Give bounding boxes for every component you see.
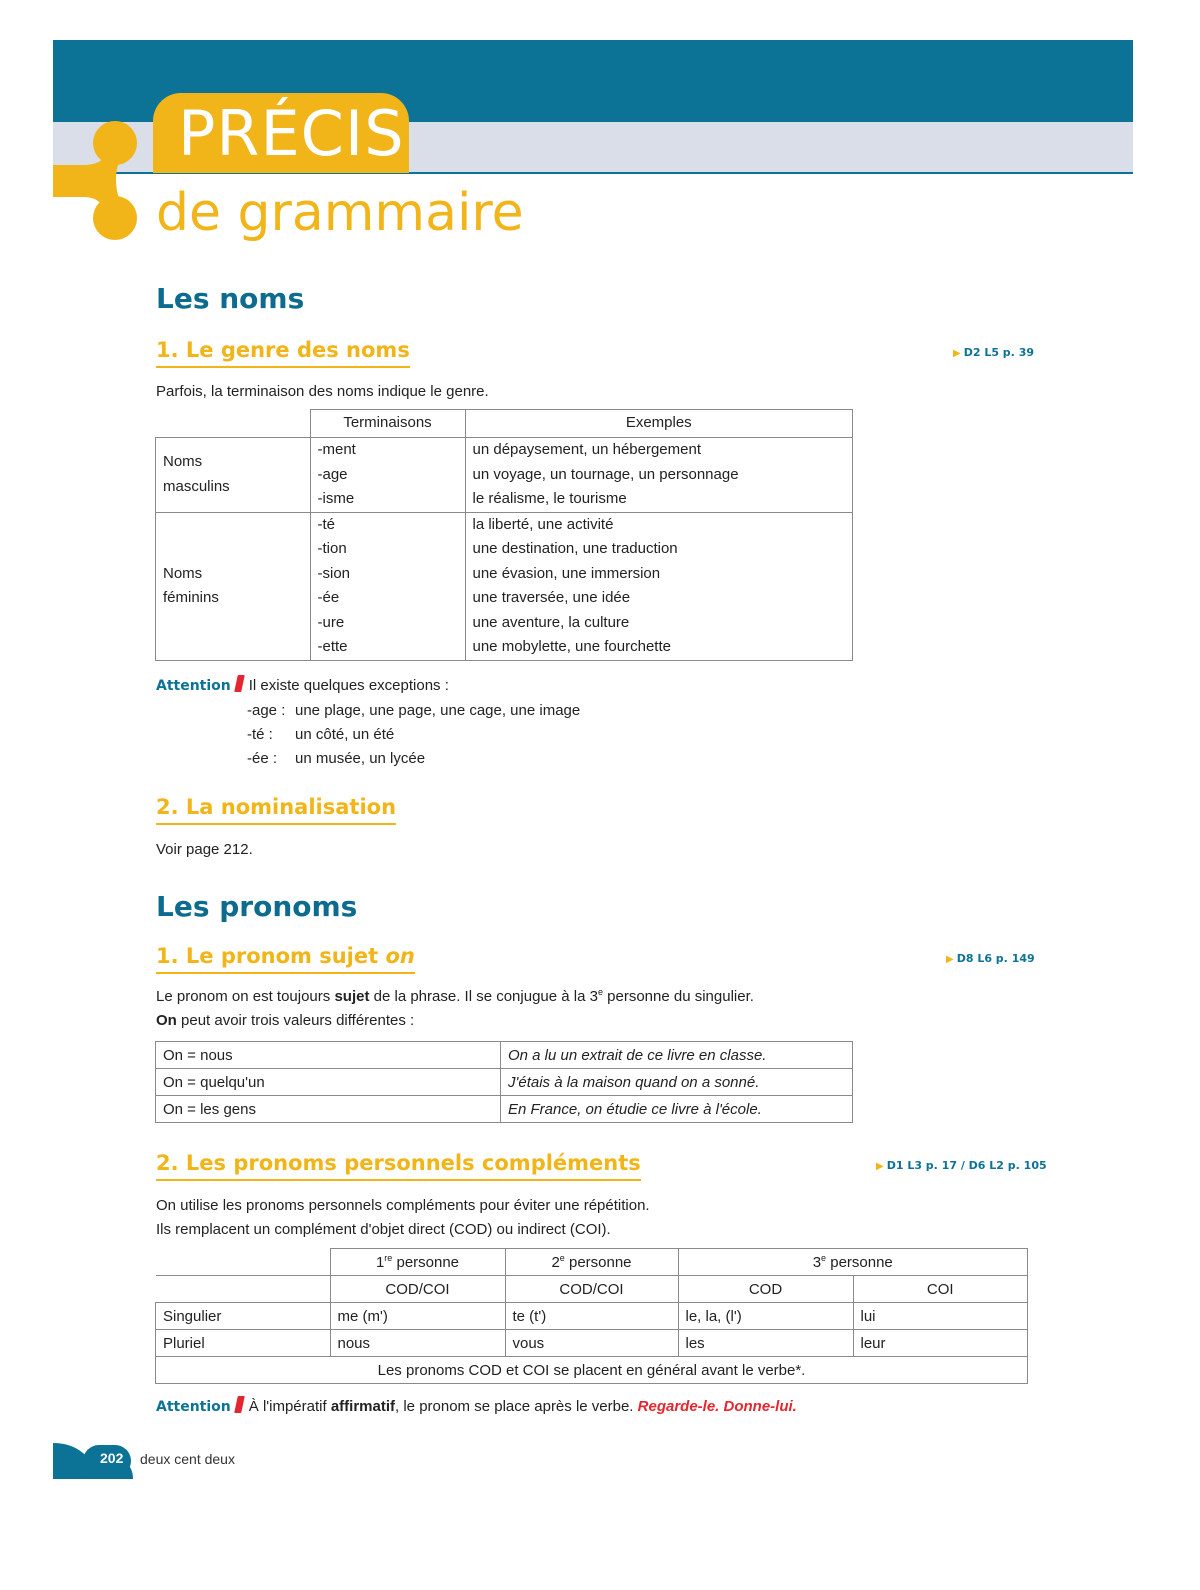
attention-note (156, 674, 449, 698)
example: la liberté, une activité (472, 515, 614, 533)
subsection-heading-nominalisation: 2. La nominalisation (156, 793, 396, 825)
text-bold: affirmatif (330, 1398, 396, 1415)
example: un dépaysement, un hébergement (472, 441, 701, 458)
page-number-words: deux cent deux (140, 1451, 235, 1467)
pronoun-cell: les (678, 1330, 853, 1357)
exception-item (247, 699, 580, 723)
example-red: Regarde-le. Donne-lui. (637, 1398, 797, 1415)
play-arrow-icon: ▶ (946, 954, 954, 965)
reference-text: D2 L5 p. 39 (963, 346, 1034, 359)
text-bold: sujet (334, 988, 370, 1005)
terminaisons-cell (310, 512, 465, 660)
text-span: À l'impératif (248, 1398, 331, 1415)
sub-header: COI (853, 1276, 1028, 1303)
term: -té (317, 515, 336, 533)
exception-suffix: -té : (247, 726, 273, 743)
example: une évasion, une immersion (472, 564, 661, 582)
superscript: e (559, 1252, 565, 1263)
reference-text: D8 L6 p. 149 (956, 952, 1035, 965)
column-header (678, 1249, 1028, 1276)
row-header: Singulier (156, 1303, 331, 1330)
pronoun-cell: le, la, (l') (678, 1303, 853, 1330)
column-header: Exemples (465, 410, 853, 438)
row-header: Pluriel (156, 1330, 331, 1357)
text-span: , le pronom se place après le verbe. (395, 1398, 638, 1415)
attention-note (156, 1395, 797, 1419)
exception-words: un musée, un lycée (295, 750, 426, 767)
exclamation-icon (234, 675, 245, 692)
pronoms-table (155, 1248, 1028, 1384)
attention-label: Attention (156, 1399, 231, 1415)
row-header-masculins (156, 438, 311, 513)
example: une destination, une traduction (472, 540, 678, 557)
row-label: féminins (163, 589, 219, 606)
molecule-logo-icon (53, 115, 143, 245)
heading-italic: on (385, 944, 415, 968)
text-span: de la phrase. Il se conjugue à la 3 (369, 988, 598, 1005)
exception-suffix: -ée : (247, 750, 278, 767)
pronoun-cell: vous (505, 1330, 678, 1357)
term: -ment (317, 441, 356, 458)
text-line (156, 985, 754, 1009)
pronoun-cell: lui (853, 1303, 1028, 1330)
text-line: On utilise les pronoms personnels compléments pour éviter une répétition. (156, 1197, 650, 1214)
text-line (156, 1009, 754, 1033)
nominalisation-text: Voir page 212. (156, 841, 253, 858)
complements-text (156, 1194, 650, 1242)
term: -isme (317, 490, 355, 507)
term: -ure (317, 613, 345, 631)
intro-text: Parfois, la terminaison des noms indique le genre. (156, 383, 489, 400)
value-cell: On = quelqu'un (156, 1069, 501, 1096)
superscript: re (384, 1252, 393, 1263)
value-cell: On = les gens (156, 1096, 501, 1123)
page-subtitle: de grammaire (156, 183, 524, 243)
subsection-heading-pronoms-complements: 2. Les pronoms personnels compléments (156, 1149, 641, 1181)
column-header: Terminaisons (310, 410, 465, 438)
table-note: Les pronoms COD et COI se placent en général avant le verbe*. (156, 1357, 1028, 1384)
reference-text: D1 L3 p. 17 / D6 L2 p. 105 (886, 1159, 1047, 1172)
sub-header: COD/COI (330, 1276, 505, 1303)
subsection-heading-pronom-sujet (156, 942, 415, 974)
superscript: e (597, 987, 603, 997)
example-cell: En France, on étudie ce livre à l'école. (501, 1096, 853, 1123)
play-arrow-icon: ▶ (953, 348, 961, 359)
example: une traversée, une idée (472, 589, 631, 606)
empty-cell (156, 1249, 331, 1276)
term: -ette (317, 638, 348, 655)
header-label: personne (564, 1253, 632, 1271)
exceptions-list (247, 699, 580, 771)
empty-cell (156, 1276, 331, 1303)
pronoun-cell: te (t') (505, 1303, 678, 1330)
text-span: peut avoir trois valeurs différentes : (176, 1012, 415, 1029)
exemples-cell (465, 512, 853, 660)
value-cell: On = nous (156, 1042, 501, 1069)
attention-text: Il existe quelques exceptions : (248, 677, 449, 694)
heading-text: 1. Le pronom sujet (156, 944, 386, 968)
play-arrow-icon: ▶ (876, 1161, 884, 1172)
header-label: personne (826, 1253, 893, 1271)
cross-reference[interactable] (946, 952, 1035, 965)
attention-label: Attention (156, 678, 231, 694)
pronom-on-text (156, 985, 754, 1033)
term: -ée (317, 589, 340, 606)
section-heading-noms: Les noms (156, 282, 305, 315)
term: -tion (317, 540, 347, 557)
page-number: 202 (100, 1450, 124, 1466)
example: un voyage, un tournage, un personnage (472, 465, 739, 483)
pronoun-cell: me (m') (330, 1303, 505, 1330)
exclamation-icon (234, 1396, 245, 1413)
term: -sion (317, 564, 351, 582)
text-bold: On (156, 1012, 177, 1029)
term: -age (317, 465, 348, 483)
cross-reference[interactable] (953, 346, 1034, 359)
sub-header: COD (678, 1276, 853, 1303)
header-num: 1 (375, 1253, 385, 1271)
example-cell: On a lu un extrait de ce livre en classe. (501, 1042, 853, 1069)
header-num: 2 (551, 1253, 560, 1271)
pronoun-cell: nous (330, 1330, 505, 1357)
exception-item (247, 747, 580, 771)
column-header (505, 1249, 678, 1276)
row-header-feminins (156, 512, 311, 660)
exception-item (247, 723, 580, 747)
cross-reference[interactable] (876, 1159, 1047, 1172)
superscript: e (821, 1252, 827, 1263)
pronoun-cell: leur (853, 1330, 1028, 1357)
row-label: Noms (163, 564, 203, 582)
exception-words: un côté, un été (295, 726, 395, 743)
genre-table (155, 409, 853, 661)
empty-cell (156, 410, 311, 438)
row-label: Noms (163, 453, 203, 471)
exemples-cell (465, 438, 853, 513)
example: une mobylette, une fourchette (472, 638, 671, 655)
header-label: personne (392, 1253, 460, 1271)
terminaisons-cell (310, 438, 465, 513)
exception-words: une plage, une page, une cage, une image (295, 702, 581, 719)
subsection-heading-genre: 1. Le genre des noms (156, 336, 410, 368)
text-span: personne du singulier. (602, 988, 754, 1005)
header-num: 3 (812, 1253, 822, 1271)
exception-suffix: -age : (247, 702, 286, 719)
section-heading-pronoms: Les pronoms (156, 890, 358, 923)
page-title: PRÉCIS (178, 97, 405, 170)
example-cell: J'étais à la maison quand on a sonné. (501, 1069, 853, 1096)
text-span: Le pronom on est toujours (156, 988, 335, 1005)
on-values-table (155, 1041, 853, 1123)
text-line: Ils remplacent un complément d'objet direct (COD) ou indirect (COI). (156, 1221, 611, 1238)
column-header (330, 1249, 505, 1276)
example: une aventure, la culture (472, 613, 630, 631)
sub-header: COD/COI (505, 1276, 678, 1303)
example: le réalisme, le tourisme (472, 490, 627, 507)
row-label: masculins (163, 477, 230, 495)
